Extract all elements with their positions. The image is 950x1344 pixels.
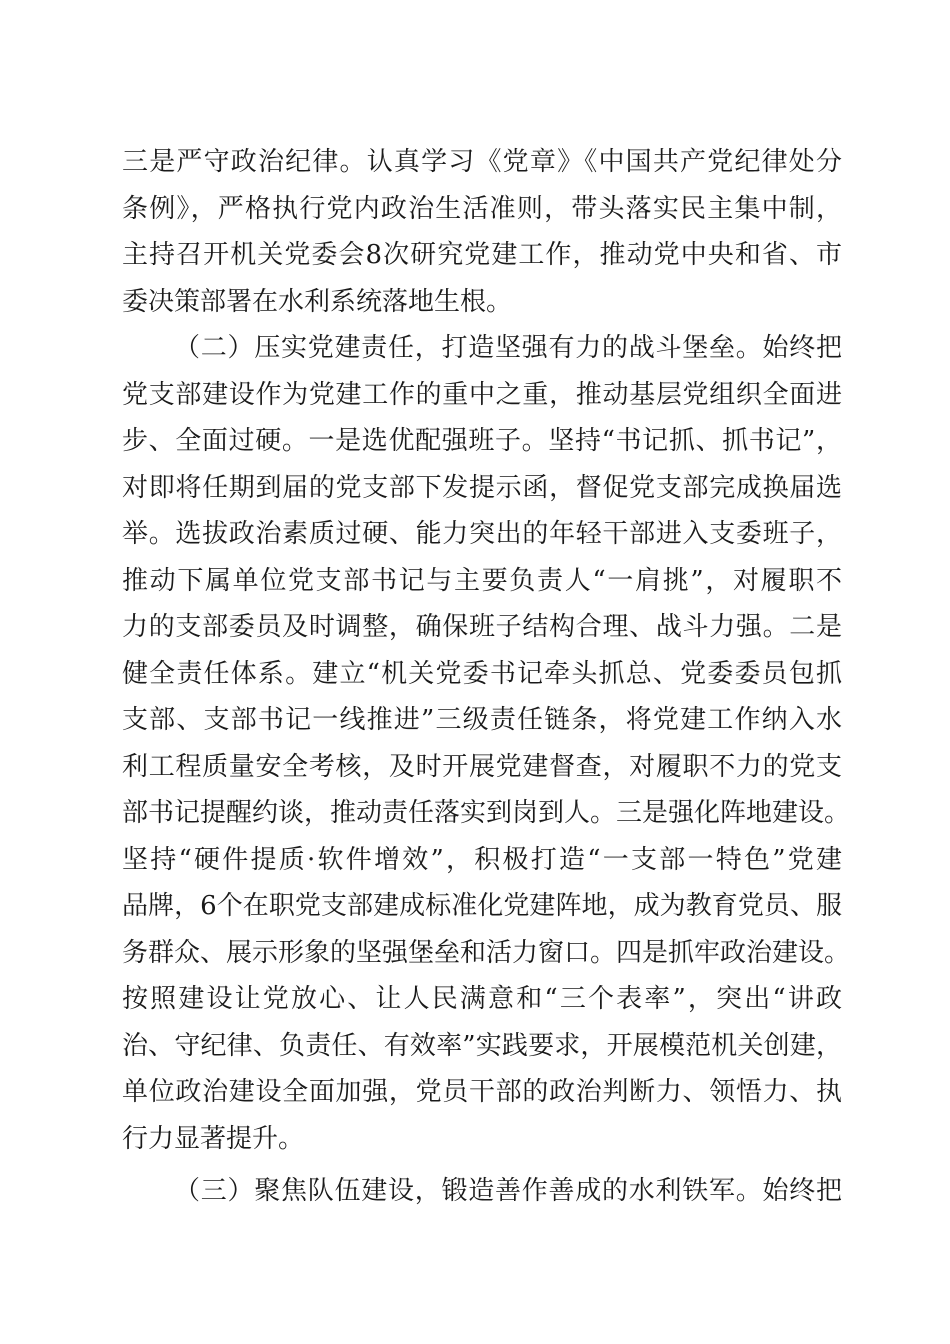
text-line: 力的支部委员及时调整，确保班子结构合理、战斗力强。二是 bbox=[122, 612, 842, 642]
text-line: 三是严守政治纪律。认真学习《党章》《中国共产党纪律处分 bbox=[122, 147, 842, 177]
text-line: 按照建设让党放心、让人民满意和“三个表率”，突出“讲政 bbox=[122, 984, 842, 1014]
text-line: 主持召开机关党委会8次研究党建工作，推动党中央和省、市 bbox=[122, 240, 842, 270]
text-line: 举。选拔政治素质过硬、能力突出的年轻干部进入支委班子， bbox=[122, 519, 842, 549]
section-heading-3: （三）聚焦队伍建设，锻造善作善成的水利铁军。始终把 bbox=[174, 1176, 842, 1206]
text-line: 单位政治建设全面加强，党员干部的政治判断力、领悟力、执 bbox=[122, 1077, 842, 1107]
text-line: 利工程质量安全考核，及时开展党建督查，对履职不力的党支 bbox=[122, 752, 842, 782]
text-line: 务群众、展示形象的坚强堡垒和活力窗口。四是抓牢政治建设。 bbox=[122, 938, 851, 968]
text-line: 委决策部署在水利系统落地生根。 bbox=[122, 287, 513, 317]
text-line: 条例》，严格执行党内政治生活准则，带头落实民主集中制， bbox=[122, 194, 842, 224]
text-line: 部书记提醒约谈，推动责任落实到岗到人。三是强化阵地建设。 bbox=[122, 798, 851, 828]
text-line: 党支部建设作为党建工作的重中之重，推动基层党组织全面进 bbox=[122, 380, 842, 410]
text-line: 治、守纪律、负责任、有效率”实践要求，开展模范机关创建， bbox=[122, 1031, 842, 1061]
text-line: 行力显著提升。 bbox=[122, 1124, 305, 1154]
text-line: 坚持“硬件提质·软件增效”，积极打造“一支部一特色”党建 bbox=[122, 845, 842, 875]
text-line: 步、全面过硬。一是选优配强班子。坚持“书记抓、抓书记”， bbox=[122, 426, 842, 456]
section-heading-2: （二）压实党建责任，打造坚强有力的战斗堡垒。始终把 bbox=[174, 333, 842, 363]
text-line: 推动下属单位党支部书记与主要负责人“一肩挑”，对履职不 bbox=[122, 566, 842, 596]
text-line: 支部、支部书记一线推进”三级责任链条，将党建工作纳入水 bbox=[122, 705, 842, 735]
text-line: 健全责任体系。建立“机关党委书记牵头抓总、党委委员包抓 bbox=[122, 659, 842, 689]
text-line: 对即将任期到届的党支部下发提示函，督促党支部完成换届选 bbox=[122, 473, 842, 503]
text-line: 品牌，6个在职党支部建成标准化党建阵地，成为教育党员、服 bbox=[122, 891, 842, 921]
